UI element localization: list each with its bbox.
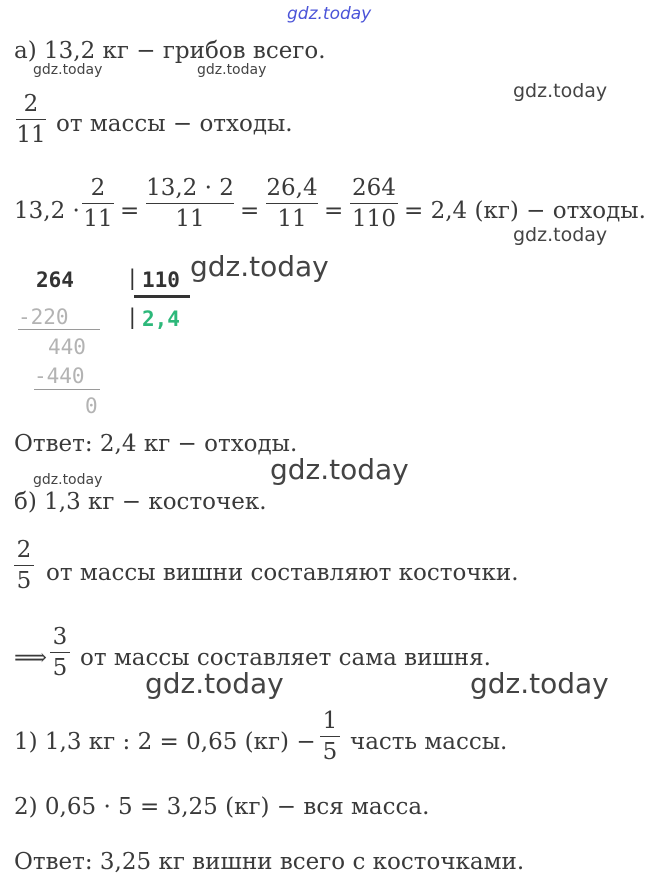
pits-statement: от массы вишни составляют косточки.: [46, 560, 519, 586]
division-divisor: 110: [142, 268, 180, 292]
fraction-2-5: [14, 539, 34, 593]
watermark: gdz.today: [513, 224, 608, 246]
denominator: 5: [322, 739, 338, 765]
implies-arrow: ⟹: [14, 645, 47, 671]
watermark-top: gdz.today: [287, 4, 372, 24]
step-1-tail: часть массы.: [350, 729, 508, 755]
fraction-bar: [320, 736, 340, 737]
equals-sign: =: [240, 198, 260, 224]
numerator: 26,4: [266, 175, 318, 201]
part-b-answer: Ответ: 3,25 кг вишни всего с косточками.: [14, 849, 525, 875]
step-2: 2) 0,65 · 5 = 3,25 (кг) − вся масса.: [14, 794, 430, 820]
fraction-bar: [350, 203, 398, 204]
part-b-title: б) 1,3 кг − косточек.: [14, 489, 267, 515]
fraction-bar: [14, 565, 34, 566]
watermark: gdz.today: [270, 453, 409, 486]
fraction-bar: [146, 203, 234, 204]
cherry-statement: от массы составляет сама вишня.: [80, 645, 491, 671]
equals-sign: =: [120, 198, 140, 224]
watermark: gdz.today: [190, 250, 329, 283]
watermark: gdz.today: [33, 62, 103, 78]
division-subtract-2: -440: [34, 364, 85, 388]
numerator: 2: [16, 537, 32, 563]
watermark: gdz.today: [33, 472, 103, 488]
numerator: 3: [52, 624, 68, 650]
fraction-bar: [50, 652, 70, 653]
watermark: gdz.today: [145, 667, 284, 700]
division-line: [34, 389, 100, 390]
calc-fraction-4: [350, 177, 398, 231]
division-line: [18, 329, 100, 330]
denominator: 11: [277, 206, 307, 232]
denominator: 110: [352, 206, 396, 232]
watermark: gdz.today: [197, 62, 267, 78]
denominator: 11: [16, 122, 46, 148]
division-separator: |: [126, 305, 139, 329]
calc-result: = 2,4 (кг) − отходы.: [404, 198, 646, 224]
part-a-answer: Ответ: 2,4 кг − отходы.: [14, 431, 298, 457]
denominator: 5: [16, 568, 32, 594]
division-remainder-2: 0: [85, 394, 98, 418]
division-separator: |: [126, 266, 139, 290]
part-a-title: а) 13,2 кг − грибов всего.: [14, 38, 326, 64]
denominator: 11: [175, 206, 205, 232]
division-remainder-1: 440: [48, 335, 86, 359]
watermark: gdz.today: [513, 80, 608, 102]
fraction-bar: [16, 119, 46, 120]
divisor-underline: [134, 295, 190, 298]
fraction-bar: [82, 203, 114, 204]
numerator: 13,2 · 2: [146, 175, 234, 201]
calc-fraction-3: [266, 177, 318, 231]
watermark: gdz.today: [470, 667, 609, 700]
waste-statement: от массы − отходы.: [56, 111, 293, 137]
calc-fraction-1: [82, 177, 114, 231]
fraction-2-11: [16, 93, 46, 147]
division-quotient: 2,4: [142, 307, 180, 331]
equals-sign: =: [324, 198, 344, 224]
numerator: 2: [90, 175, 106, 201]
step-1: 1) 1,3 кг : 2 = 0,65 (кг) −: [14, 729, 316, 755]
denominator: 5: [52, 655, 68, 681]
fraction-1-5: [320, 710, 340, 764]
fraction-3-5: [50, 626, 70, 680]
numerator: 1: [322, 708, 338, 734]
calc-fraction-2: [146, 177, 234, 231]
division-subtract-1: -220: [18, 305, 69, 329]
calc-lead: 13,2 ·: [14, 198, 80, 224]
numerator: 264: [352, 175, 396, 201]
denominator: 11: [83, 206, 113, 232]
division-dividend: 264: [36, 268, 74, 292]
numerator: 2: [23, 91, 39, 117]
fraction-bar: [266, 203, 318, 204]
